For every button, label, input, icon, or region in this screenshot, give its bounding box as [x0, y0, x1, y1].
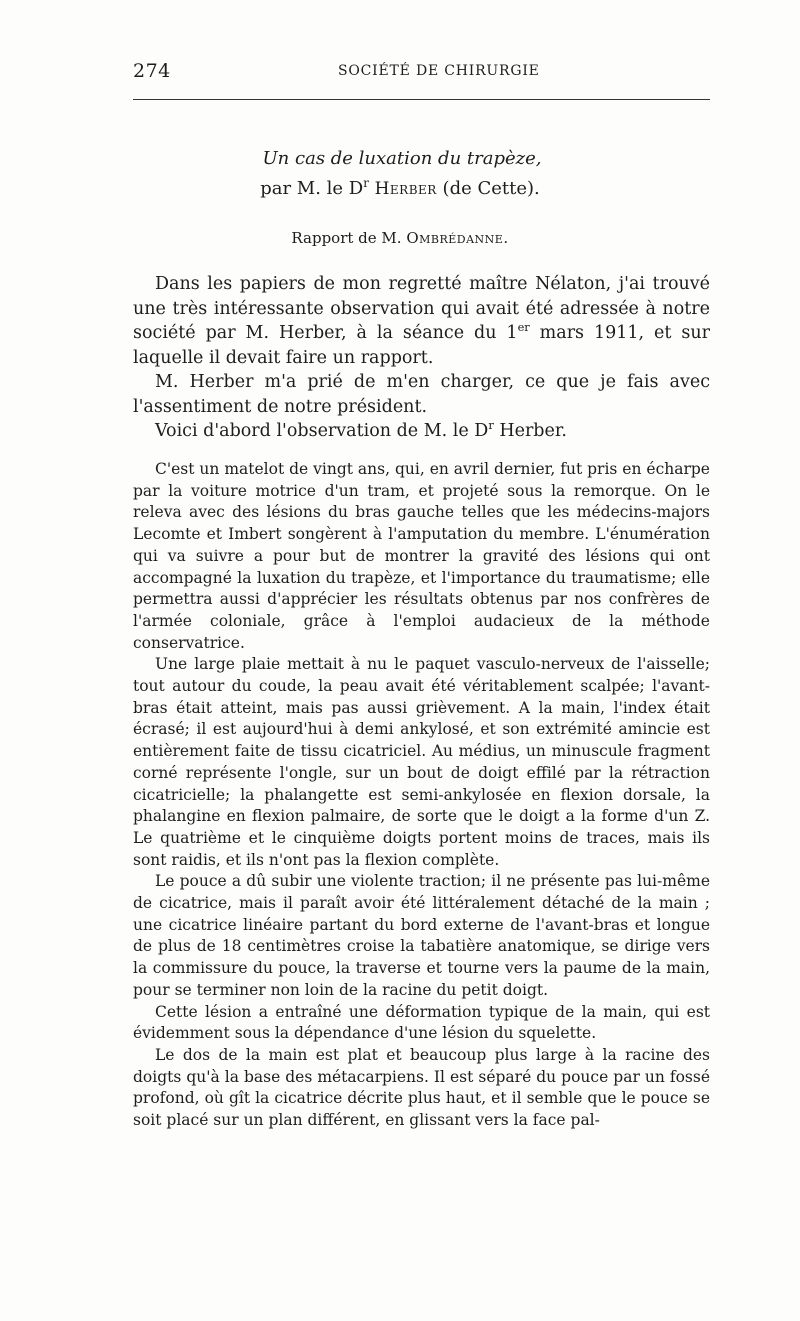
intro-paragraph: M. Herber m'a prié de m'en charger, ce que je fais avec l'assentiment de notre président.	[133, 372, 710, 417]
intro-text	[133, 272, 710, 444]
report-label: Rapport de M.	[291, 229, 402, 247]
author-place: (de Cette).	[442, 178, 540, 199]
author-prefix-sup: r	[363, 176, 369, 190]
observation-paragraph: Le pouce a dû subir une violente traction; il ne présente pas lui-même de cicatrice, mais il paraît avoir été littéralement détaché de la main ; une cicatrice linéaire partant du bord externe de l'avant-bras et longue de plus de 18 centimètres croise la tabatière anatomique, se dirige vers la commissure du pouce, la traverse et tourne vers la paume de la main, pour se terminer non loin de la racine du petit doigt.	[133, 872, 710, 999]
observation-paragraph: Le dos de la main est plat et beaucoup plus large à la racine des doigts qu'à la base des métacarpiens. Il est séparé du pouce par un fossé profond, où gît la cicatrice décrite plus haut, et il semble que le pouce se soit placé sur un plan différent, en glissant vers la face pal-	[133, 1045, 710, 1130]
reporter-name: Ombrédanne.	[406, 229, 509, 247]
observation-paragraph: C'est un matelot de vingt ans, qui, en avril dernier, fut pris en écharpe par la voiture motrice d'un tram, et projeté sous la remorque. On le releva avec des lésions du bras gauche telles que les médecins-majors Lecomte et Imbert songèrent à l'amputation du membre. L'énumération qui va suivre a pour but de montrer la gravité des lésions qui ont accompagné la luxation du trapèze, et l'importance du traumatisme; elle permettra aussi d'apprécier les résultats obtenus par nos confrères de l'armée coloniale, grâce à l'emploi audacieux de la méthode conservatrice.	[133, 460, 710, 652]
observation-paragraph: Une large plaie mettait à nu le paquet vasculo-nerveux de l'aisselle; tout autour du coude, la peau avait été véritablement scalpée; l'avant-bras était atteint, mais pas aussi grièvement. A la main, l'index était écrasé; il est aujourd'hui à demi ankylosé, et son extrémité amincie est entièrement faite de tissu cicatriciel. Au médius, un minuscule fragment corné représente l'ongle, sur un bout de doigt effilé par la rétraction cicatricielle; la phalangette est semi-ankylosée en flexion dorsale, la phalangine en flexion palmaire, de sorte que le doigt a la forme d'un Z. Le quatrième et le cinquième doigts portent moins de traces, mais ils sont raidis, et ils n'ont pas la flexion complète.	[133, 655, 710, 869]
running-head: SOCIÉTÉ DE CHIRURGIE	[338, 63, 540, 79]
article-author	[0, 178, 800, 199]
intro-paragraph: Dans les papiers de mon regretté maître Nélaton, j'ai trouvé une très intéressante observation qui avait été adressée à notre société par M. Herber, à la séance du 1er mars 1911, et sur laquelle il devait faire un rapport.	[133, 274, 710, 368]
report-line	[0, 229, 800, 247]
author-name: Herber	[374, 179, 437, 199]
observation-text	[133, 459, 710, 1132]
page-number: 274	[133, 60, 171, 82]
intro-paragraph: Voici d'abord l'observation de M. le $D^r$ Herber.	[155, 418, 567, 441]
header-rule	[133, 99, 710, 100]
article-title: Un cas de luxation du trapèze,	[262, 148, 542, 169]
author-prefix: par M. le D	[260, 178, 364, 199]
observation-paragraph: Cette lésion a entraîné une déformation typique de la main, qui est évidemment sous la dépendance d'une lésion du squelette.	[133, 1002, 710, 1043]
page-header	[133, 60, 710, 90]
